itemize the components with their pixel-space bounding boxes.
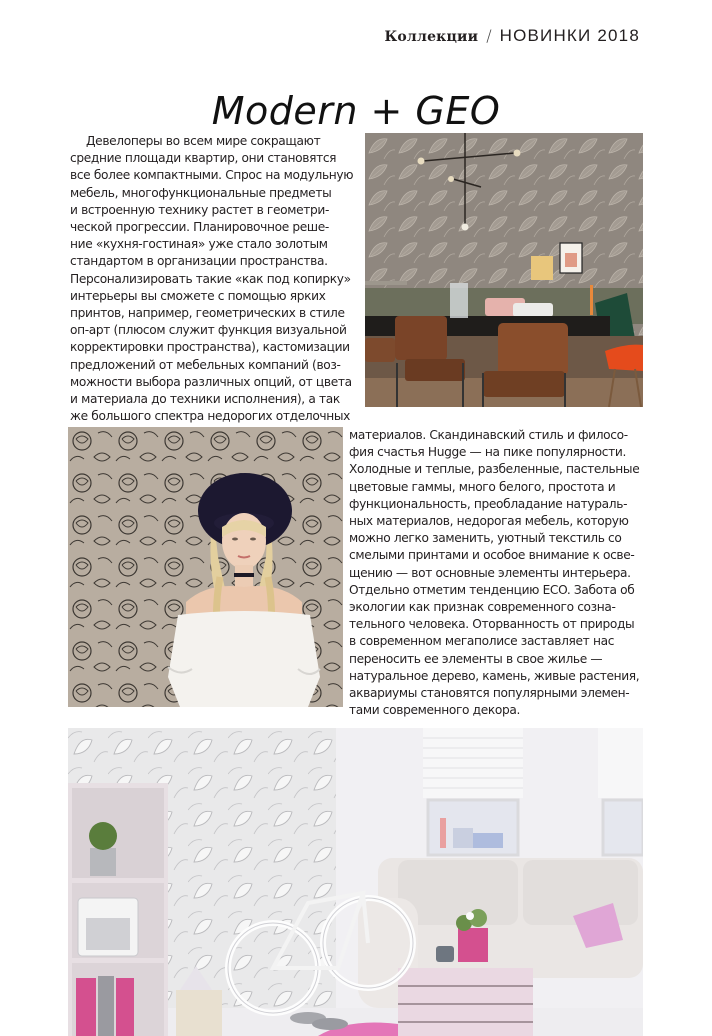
text-line: фия счастья Hugge — на пике популярности. xyxy=(349,445,626,460)
text-line: предложений от мебельных компаний (воз- xyxy=(70,357,341,372)
text-line: ние «кухня-гостиная» уже стало золотым xyxy=(70,237,328,252)
text-line: Персонализировать такие «как под копирку» xyxy=(70,271,351,286)
header-separator: / xyxy=(486,26,492,45)
text-line: средние площади квартир, они становятся xyxy=(70,151,337,166)
text-line: интерьеры вы сможете с помощью ярких xyxy=(70,288,326,303)
text-line: тами современного декора. xyxy=(349,703,521,718)
section-label: Коллекции xyxy=(384,29,479,45)
article-column-2 xyxy=(349,427,649,719)
dining-room-photo xyxy=(365,133,643,407)
text-line: функциональность, преобладание натураль- xyxy=(349,496,628,511)
text-line: Отдельно отметим тенденцию ECO. Забота об xyxy=(349,582,635,597)
text-line: материалов. Скандинавский стиль и филосо- xyxy=(349,428,628,442)
text-line: и встроенную технику растет в геометри- xyxy=(70,202,329,217)
page-header xyxy=(384,26,640,46)
text-line: Холодные и теплые, разбеленные, пастельные xyxy=(349,462,640,477)
article-column-1 xyxy=(70,133,354,425)
issue-label: НОВИНКИ 2018 xyxy=(499,26,640,45)
living-room-photo xyxy=(68,728,643,1036)
text-line: смелыми принтами и особое внимание к осве- xyxy=(349,548,635,563)
text-line: переносить ее элементы в свое жилье — xyxy=(349,651,603,666)
text-line: оп-арт (плюсом служит функция визуальной xyxy=(70,323,347,338)
text-line: Девелоперы во всем мире сокращают xyxy=(86,134,321,148)
text-line: тельного человека. Оторванность от природы xyxy=(349,617,635,632)
text-line: принтов, например, геометрических в стиле xyxy=(70,306,345,321)
text-line: и материала до техники исполнения), а так xyxy=(70,392,340,407)
text-line: мебель, многофункциональные предметы xyxy=(70,185,332,200)
text-line: натуральное дерево, камень, живые растения, xyxy=(349,668,640,683)
text-line: ческой прогрессии. Планировочное реше- xyxy=(70,220,329,235)
text-line: можно легко заменить, уютный текстиль со xyxy=(349,531,622,546)
text-line: экологии как признак современного созна- xyxy=(349,600,616,615)
text-line: щению — вот основные элементы интерьера. xyxy=(349,565,631,580)
text-line: аквариумы становятся популярными элемен- xyxy=(349,686,630,701)
text-line: в современном мегаполисе заставляет нас xyxy=(349,634,615,649)
text-line: же большого спектра недорогих отделочных xyxy=(70,409,351,424)
text-line: ных материалов, недорогая мебель, которую xyxy=(349,514,629,529)
text-line: цветовые гаммы, много белого, простота и xyxy=(349,479,616,494)
article-title: Modern + GEO xyxy=(211,89,501,134)
girl-portrait-photo xyxy=(68,427,343,707)
text-line: все более компактными. Спрос на модульную xyxy=(70,168,354,183)
text-line: стандартом в организации пространства. xyxy=(70,254,328,269)
text-line: можности выбора различных опций, от цвета xyxy=(70,374,352,389)
text-line: корректировки пространства), кастомизации xyxy=(70,340,350,355)
